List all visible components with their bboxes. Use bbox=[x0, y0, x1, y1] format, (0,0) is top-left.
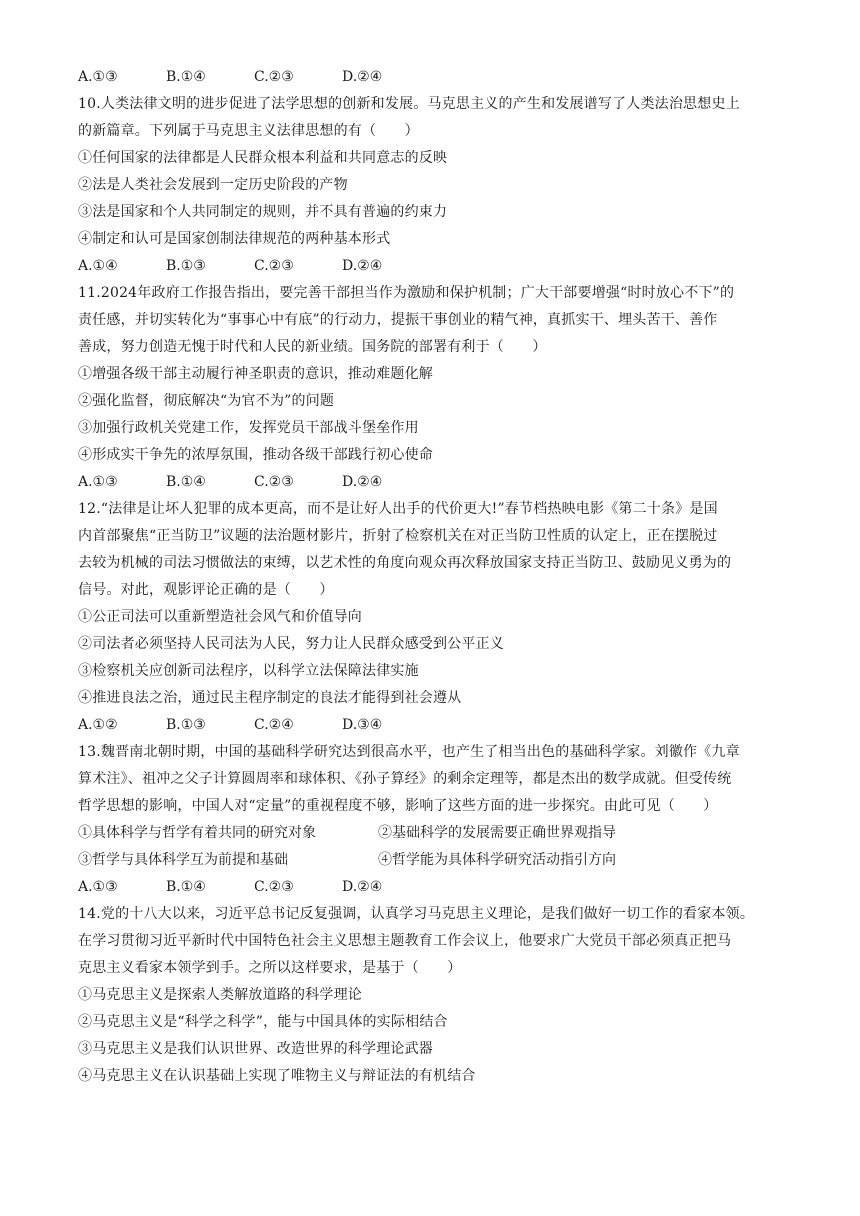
exam-page bbox=[78, 64, 788, 1090]
q10-stem-line-2: 的新篇章。下列属于马克思主义法律思想的有（ ） bbox=[78, 123, 419, 139]
q12-stem-line-1: 12.“法律是让坏人犯罪的成本更高，而不是让好人出手的代价更大!”春节档热映电影《第二十条》是国 bbox=[78, 501, 718, 517]
q10-stem-line-1: 10.人类法律文明的进步促进了法学思想的创新和发展。马克思主义的产生和发展谱写了人类法治思想史上 bbox=[78, 96, 740, 112]
q11-stem-line-1: 11.2024年政府工作报告指出，要完善干部担当作为激励和保护机制；广大干部要增强“时时放心不下”的 bbox=[78, 285, 735, 301]
q13-item-2: ②基础科学的发展需要正确世界观指导 bbox=[378, 825, 616, 841]
q11-item-3: ③加强行政机关党建工作，发挥党员干部战斗堡垒作用 bbox=[78, 420, 419, 436]
q11-stem-line-2: 责任感，并切实转化为“事事心中有底”的行动力，提振干事创业的精气神，真抓实干、埋头苦干、善作 bbox=[78, 312, 718, 328]
q13-items-row-1 bbox=[78, 820, 788, 847]
q13-option-d: D.②④ bbox=[342, 879, 383, 895]
q12-option-b: B.①③ bbox=[166, 717, 206, 733]
question-13 bbox=[78, 739, 788, 901]
q13-stem-line-2: 算术注》、祖冲之父子计算圆周率和球体积、《孙子算经》的剩余定理等，都是杰出的数学成就。但受传统 bbox=[78, 771, 732, 787]
q11-item-2: ②强化监督，彻底解决“为官不为”的问题 bbox=[78, 393, 335, 409]
q13-option-a: A.①③ bbox=[78, 879, 118, 895]
q12-options bbox=[78, 712, 788, 739]
q11-item-4: ④形成实干争先的浓厚氛围，推动各级干部践行初心使命 bbox=[78, 447, 433, 463]
q12-item-1: ①公正司法可以重新塑造社会风气和价值导向 bbox=[78, 609, 362, 625]
q10-option-d: D.②④ bbox=[342, 258, 383, 274]
q12-option-d: D.③④ bbox=[342, 717, 383, 733]
q10-option-c: C.②③ bbox=[254, 258, 294, 274]
q14-stem-line-3: 克思主义看家本领学到手。之所以这样要求，是基于（ ） bbox=[78, 960, 462, 976]
q14-stem-line-1: 14.党的十八大以来，习近平总书记反复强调，认真学习马克思主义理论，是我们做好一切工作的看家本领。 bbox=[78, 906, 755, 922]
q13-option-c: C.②③ bbox=[254, 879, 294, 895]
q11-options bbox=[78, 469, 788, 496]
q9-options bbox=[78, 64, 788, 91]
question-14 bbox=[78, 901, 788, 1090]
question-11 bbox=[78, 280, 788, 496]
q13-item-3: ③哲学与具体科学互为前提和基础 bbox=[78, 852, 288, 868]
q12-stem-line-2: 内首部聚焦“正当防卫”议题的法治题材影片，折射了检察机关在对正当防卫性质的认定上，正在摆脱过 bbox=[78, 528, 718, 544]
q13-stem-line-3: 哲学思想的影响，中国人对“定量”的重视程度不够，影响了这些方面的进一步探究。由此可见（ ） bbox=[78, 798, 718, 814]
q14-item-3: ③马克思主义是我们认识世界、改造世界的科学理论武器 bbox=[78, 1041, 433, 1057]
q13-stem-line-1: 13.魏晋南北朝时期，中国的基础科学研究达到很高水平，也产生了相当出色的基础科学家。刘徽作《九章 bbox=[78, 744, 740, 760]
q12-item-4: ④推进良法之治，通过民主程序制定的良法才能得到社会遵从 bbox=[78, 690, 462, 706]
q13-options bbox=[78, 874, 788, 901]
q12-stem-line-3: 去较为机械的司法习惯做法的束缚，以艺术性的角度向观众再次释放国家支持正当防卫、鼓励见义勇为的 bbox=[78, 555, 732, 571]
q10-option-a: A.①④ bbox=[78, 258, 118, 274]
q13-item-4: ④哲学能为具体科学研究活动指引方向 bbox=[378, 852, 616, 868]
q9-option-c: C.②③ bbox=[254, 69, 294, 85]
q14-item-1: ①马克思主义是探索人类解放道路的科学理论 bbox=[78, 987, 362, 1003]
q11-item-1: ①增强各级干部主动履行神圣职责的意识，推动难题化解 bbox=[78, 366, 433, 382]
q11-option-c: C.②③ bbox=[254, 474, 294, 490]
q14-stem-line-2: 在学习贯彻习近平新时代中国特色社会主义思想主题教育工作会议上，他要求广大党员干部必须真正把马 bbox=[78, 933, 732, 949]
q14-item-2: ②马克思主义是“科学之科学”，能与中国具体的实际相结合 bbox=[78, 1014, 448, 1030]
q12-item-2: ②司法者必须坚持人民司法为人民，努力让人民群众感受到公平正义 bbox=[78, 636, 504, 652]
q12-option-c: C.②④ bbox=[254, 717, 294, 733]
q9-option-d: D.②④ bbox=[342, 69, 383, 85]
question-10 bbox=[78, 91, 788, 280]
q10-item-4: ④制定和认可是国家创制法律规范的两种基本形式 bbox=[78, 231, 391, 247]
q10-option-b: B.①③ bbox=[166, 258, 206, 274]
q14-item-4: ④马克思主义在认识基础上实现了唯物主义与辩证法的有机结合 bbox=[78, 1068, 476, 1084]
q11-option-a: A.①③ bbox=[78, 474, 118, 490]
q11-option-d: D.②④ bbox=[342, 474, 383, 490]
q11-option-b: B.①④ bbox=[166, 474, 206, 490]
q13-option-b: B.①④ bbox=[166, 879, 206, 895]
q11-stem-line-3: 善成，努力创造无愧于时代和人民的新业绩。国务院的部署有利于（ ） bbox=[78, 339, 547, 355]
q10-item-3: ③法是国家和个人共同制定的规则，并不具有普遍的约束力 bbox=[78, 204, 448, 220]
q12-stem-line-4: 信号。对此，观影评论正确的是（ ） bbox=[78, 582, 334, 598]
q12-item-3: ③检察机关应创新司法程序，以科学立法保障法律实施 bbox=[78, 663, 419, 679]
q12-option-a: A.①② bbox=[78, 717, 118, 733]
q13-items-row-2 bbox=[78, 847, 788, 874]
q10-item-2: ②法是人类社会发展到一定历史阶段的产物 bbox=[78, 177, 348, 193]
question-12 bbox=[78, 496, 788, 739]
q10-options bbox=[78, 253, 788, 280]
q9-option-a: A.①③ bbox=[78, 69, 118, 85]
q9-option-b: B.①④ bbox=[166, 69, 206, 85]
q13-item-1: ①具体科学与哲学有着共同的研究对象 bbox=[78, 825, 316, 841]
q10-item-1: ①任何国家的法律都是人民群众根本利益和共同意志的反映 bbox=[78, 150, 448, 166]
